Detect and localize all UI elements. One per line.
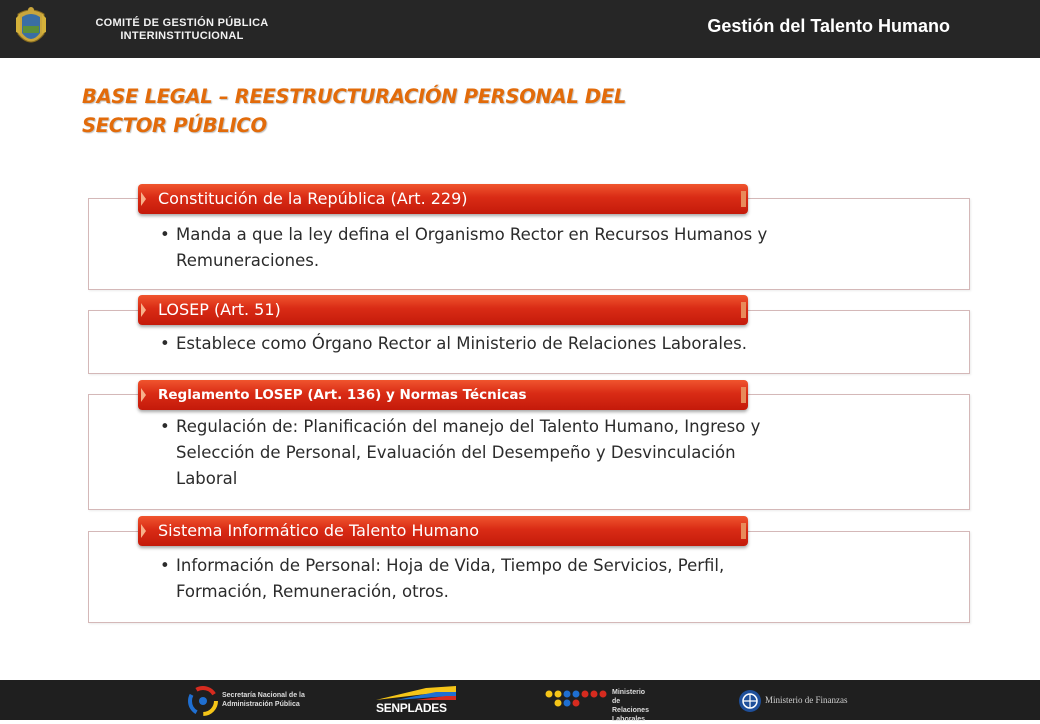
bullet-icon: •	[160, 417, 170, 436]
bullet-text-line: Laboral	[176, 469, 238, 488]
sna-logo-line-1: Secretaría Nacional de la	[222, 692, 305, 699]
footer-bar	[0, 680, 1040, 720]
bullet-text-line: Información de Personal: Hoja de Vida, Tiempo de Servicios, Perfil,	[176, 556, 725, 575]
bullet-item	[160, 553, 900, 605]
mrl-logo-line-3: Laborales	[612, 716, 646, 723]
bullet-icon: •	[160, 556, 170, 575]
senplades-logo-icon	[376, 686, 456, 700]
organization-name	[62, 17, 302, 43]
section-heading-text: LOSEP (Art. 51)	[158, 300, 281, 319]
coat-of-arms-icon	[14, 4, 48, 52]
org-line-2: INTERINSTITUCIONAL	[120, 30, 244, 42]
bullet-item	[160, 222, 900, 274]
section-heading-sistema	[138, 516, 748, 546]
org-line-1: COMITÉ DE GESTIÓN PÚBLICA	[95, 17, 269, 29]
mrl-logo	[544, 686, 654, 723]
tab-edge-icon	[741, 191, 746, 207]
senplades-logo	[376, 686, 456, 716]
mrl-logo-line-2: de Relaciones	[612, 698, 649, 714]
header-title: Gestión del Talento Humano	[707, 16, 950, 36]
senplades-logo-text: SENPLADES	[376, 701, 447, 715]
finanzas-logo-text: Ministerio de Finanzas	[765, 695, 848, 705]
mrl-logo-icon	[544, 690, 610, 708]
finanzas-logo	[738, 686, 858, 716]
bullet-item	[160, 331, 900, 357]
mrl-logo-line-1: Ministerio	[612, 689, 646, 696]
section-heading-text: Constitución de la República (Art. 229)	[158, 189, 468, 208]
section-heading-reglamento	[138, 380, 748, 410]
section-heading-losep	[138, 295, 748, 325]
chevron-right-icon	[141, 303, 146, 317]
bullet-text-line: Remuneraciones.	[176, 251, 320, 270]
bullet-text-line: Regulación de: Planificación del manejo del Talento Humano, Ingreso y	[176, 417, 761, 436]
bullet-icon: •	[160, 225, 170, 244]
bullet-text-line: Formación, Remuneración, otros.	[176, 582, 449, 601]
header-bar	[0, 0, 1040, 58]
chevron-right-icon	[141, 192, 146, 206]
bullet-icon: •	[160, 334, 170, 353]
tab-edge-icon	[741, 523, 746, 539]
bullet-text-line: Manda a que la ley defina el Organismo Rector en Recursos Humanos y	[176, 225, 768, 244]
section-heading-text: Sistema Informático de Talento Humano	[158, 521, 479, 540]
finanzas-logo-icon	[738, 689, 762, 713]
section-heading-text: Reglamento LOSEP (Art. 136) y Normas Técnicas	[158, 387, 527, 403]
page-title	[82, 82, 782, 140]
section-heading-constitucion	[138, 184, 748, 214]
bullet-item	[160, 414, 900, 492]
sna-logo-icon	[188, 686, 218, 716]
chevron-right-icon	[141, 388, 146, 402]
sna-logo	[188, 686, 308, 716]
chevron-right-icon	[141, 524, 146, 538]
bullet-text-line: Selección de Personal, Evaluación del Desempeño y Desvinculación	[176, 443, 736, 462]
sna-logo-line-2: Administración Pública	[222, 701, 300, 708]
tab-edge-icon	[741, 387, 746, 403]
tab-edge-icon	[741, 302, 746, 318]
page-title-line-1: BASE LEGAL – REESTRUCTURACIÓN PERSONAL DEL	[82, 85, 626, 108]
page-title-line-2: SECTOR PÚBLICO	[82, 114, 267, 137]
bullet-text-line: Establece como Órgano Rector al Ministerio de Relaciones Laborales.	[176, 334, 747, 353]
